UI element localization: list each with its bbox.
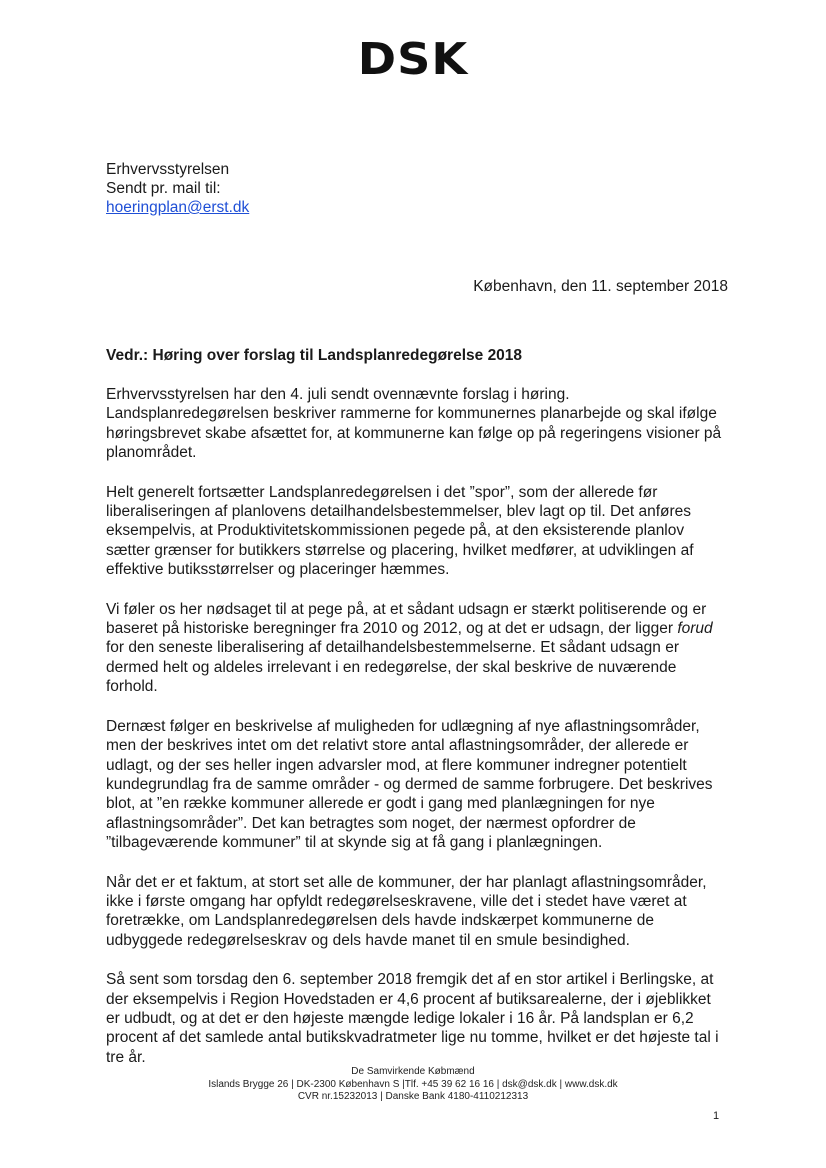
recipient-address	[106, 160, 249, 217]
footer-org: De Samvirkende Købmænd	[351, 1066, 475, 1077]
paragraph-5: Når det er et faktum, at stort set alle de kommuner, der har planlagt aflastningsområder, ikke i første omgang har opfyldt redegørelseskravene, ville det i stedet have været at foretrække, om Landsplanredegørelsen dels havde indskærpet kommunerne de udbyggede redegørelseskrav og dels havde manet til en smule besindighed.	[106, 873, 707, 949]
footer-cvr: CVR nr.15232013 | Danske Bank 4180-4110212313	[297, 1091, 529, 1102]
recipient-name: Erhvervsstyrelsen	[106, 161, 230, 178]
recipient-email-link[interactable]: hoeringplan@erst.dk	[106, 199, 250, 216]
paragraph-4: Dernæst følger en beskrivelse af muligheden for udlægning af nye aflastningsområder, men der beskrives intet om det relativt store antal aflastningsområder, der allerede er udlagt, og der ses heller ingen advarsler mod, at flere kommuner indregner potentielt kundegrundlag fra de samme områder - og dermed de samme forbrugere. Det beskrives blot, at ”en række kommuner allerede er godt i gang med planlægningen for nye aflastningsområder”. Det kan betragtes som noget, der nærmest opfordrer de ”tilbageværende kommuner” til at skynde sig at få gang i planlægningen.	[106, 717, 713, 852]
paragraph-3-part-b: for den seneste liberalisering af detailhandelsbestemmelserne. Et sådant udsagn er dermed helt og aldeles irrelevant i en redegørelse, der skal beskrive de nuværende forhold.	[106, 639, 679, 696]
paragraph-3	[106, 600, 722, 697]
paragraph-3-part-a: Vi føler os her nødsaget til at pege på, at et sådant udsagn er stærkt politiserende og er baseret på historiske beregninger fra 2010 og 2012, og at det er udsagn, der ligger	[106, 600, 707, 638]
letter-footer	[0, 1066, 826, 1104]
paragraph-2: Helt generelt fortsætter Landsplanredegørelsen i det ”spor”, som der allerede før liberaliseringen af planlovens detailhandelsbestemmelser, blev lagt op til. Det anføres eksempelvis, at Produktivitetskommissionen pegede på, at den eksisterende planlov sætter grænser for butikkers størrelse og placering, hvilket medfører, at udviklingen af effektive butiksstørrelser og placeringer hæmmes.	[106, 483, 694, 579]
dsk-logo: DSK	[357, 34, 469, 85]
subject-heading: Vedr.: Høring over forslag til Landsplanredegørelse 2018	[106, 347, 523, 364]
page-number: 1	[713, 1110, 720, 1122]
letter-body	[106, 385, 722, 1087]
paragraph-6: Så sent som torsdag den 6. september 2018 fremgik det af en stor artikel i Berlingske, at der eksempelvis i Region Hovedstaden er 4,6 procent af butiksarealerne, der i øjeblikket er udbudt, og at det er den højeste mængde ledige lokaler i 16 år. På landsplan er 6,2 procent af det samlede antal butikskvadratmeter lige nu tomme, hvilket er det højeste tal i tre år.	[106, 971, 719, 1066]
paragraph-1: Erhvervsstyrelsen har den 4. juli sendt ovennævnte forslag i høring. Landsplanredegørelsen beskriver rammerne for kommunernes planarbejde og skal ifølge høringsbrevet skabe afsættet for, at kommunerne kan følge op på regeringens visioner på planområdet.	[106, 386, 722, 462]
footer-address: Islands Brygge 26 | DK-2300 København S |Tlf. +45 39 62 16 16 | dsk@dsk.dk | www.dsk.dk	[208, 1078, 618, 1090]
recipient-sent-via: Sendt pr. mail til:	[106, 180, 221, 197]
dateline: København, den 11. september 2018	[473, 278, 728, 295]
paragraph-3-emphasis: forud	[677, 620, 713, 638]
